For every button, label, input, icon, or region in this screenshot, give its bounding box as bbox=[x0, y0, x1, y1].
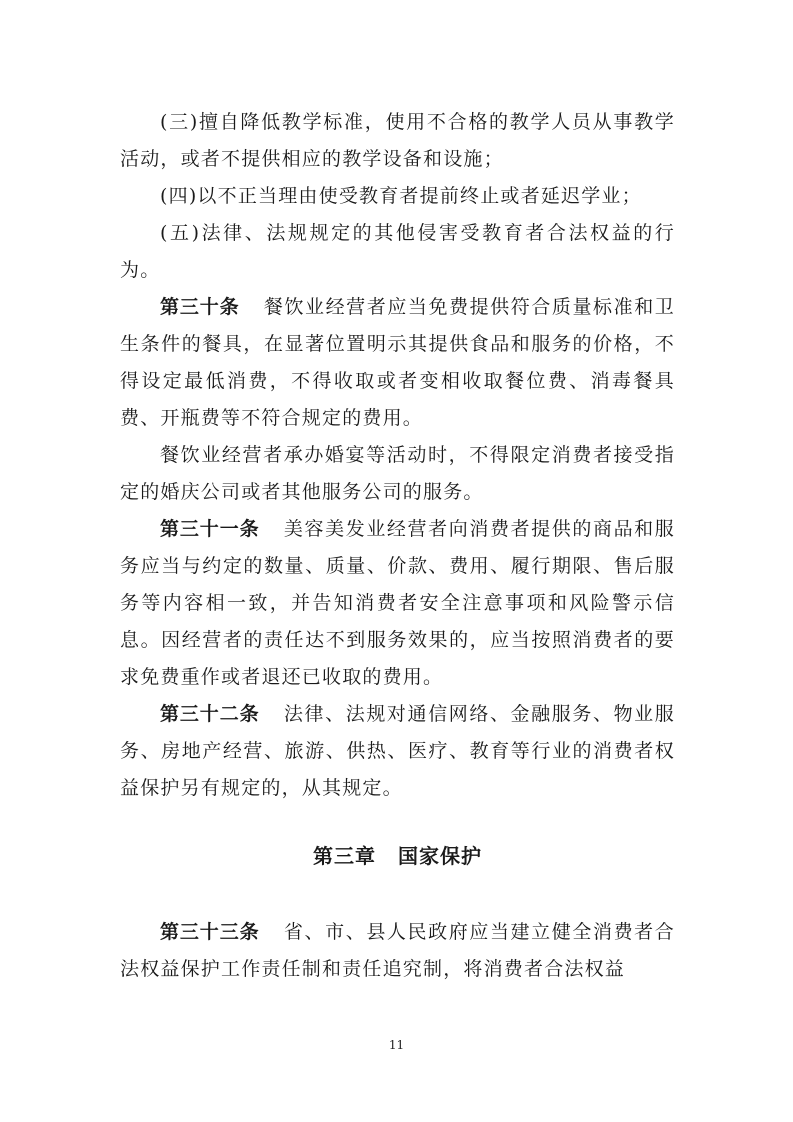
article-33-text: 省、市、县人民政府应当建立健全消费者合法权益保护工作责任制和责任追究制，将消费者合法权益 bbox=[120, 921, 675, 980]
article-31 bbox=[120, 511, 675, 696]
article-31-text: 美容美发业经营者向消费者提供的商品和服务应当与约定的数量、质量、价款、费用、履行期限、售后服务等内容相一致，并告知消费者安全注意事项和风险警示信息。因经营者的责任达不到服务效果的，应当按照消费者的要求免费重作或者退还已收取的费用。 bbox=[120, 518, 675, 688]
article-30-text: 餐饮业经营者应当免费提供符合质量标准和卫生条件的餐具，在显著位置明示其提供食品和服务的价格，不得设定最低消费，不得收取或者变相收取餐位费、消毒餐具费、开瓶费等不符合规定的费用。 bbox=[120, 296, 675, 429]
chapter-title: 国家保护 bbox=[398, 844, 482, 868]
chapter-heading bbox=[120, 836, 675, 876]
article-33-label: 第三十三条 bbox=[160, 921, 260, 943]
article-30 bbox=[120, 289, 675, 437]
article-30-label: 第三十条 bbox=[160, 296, 240, 318]
article-31-label: 第三十一条 bbox=[160, 518, 260, 540]
chapter-number: 第三章 bbox=[313, 844, 376, 868]
article-33 bbox=[120, 914, 675, 988]
article-32 bbox=[120, 696, 675, 807]
list-item-5: (五)法律、法规规定的其他侵害受教育者合法权益的行为。 bbox=[120, 222, 675, 281]
article-32-label: 第三十二条 bbox=[160, 703, 260, 725]
document-body bbox=[120, 104, 675, 988]
page-number: 11 bbox=[388, 1038, 405, 1052]
list-item-3: (三)擅自降低教学标准，使用不合格的教学人员从事教学活动，或者不提供相应的教学设备和设施； bbox=[120, 111, 675, 170]
article-30-paragraph-2: 餐饮业经营者承办婚宴等活动时，不得限定消费者接受指定的婚庆公司或者其他服务公司的服务。 bbox=[120, 444, 675, 503]
list-item-4: (四)以不正当理由使受教育者提前终止或者延迟学业； bbox=[160, 185, 642, 207]
article-32-text: 法律、法规对通信网络、金融服务、物业服务、房地产经营、旅游、供热、医疗、教育等行业的消费者权益保护另有规定的，从其规定。 bbox=[120, 703, 675, 799]
